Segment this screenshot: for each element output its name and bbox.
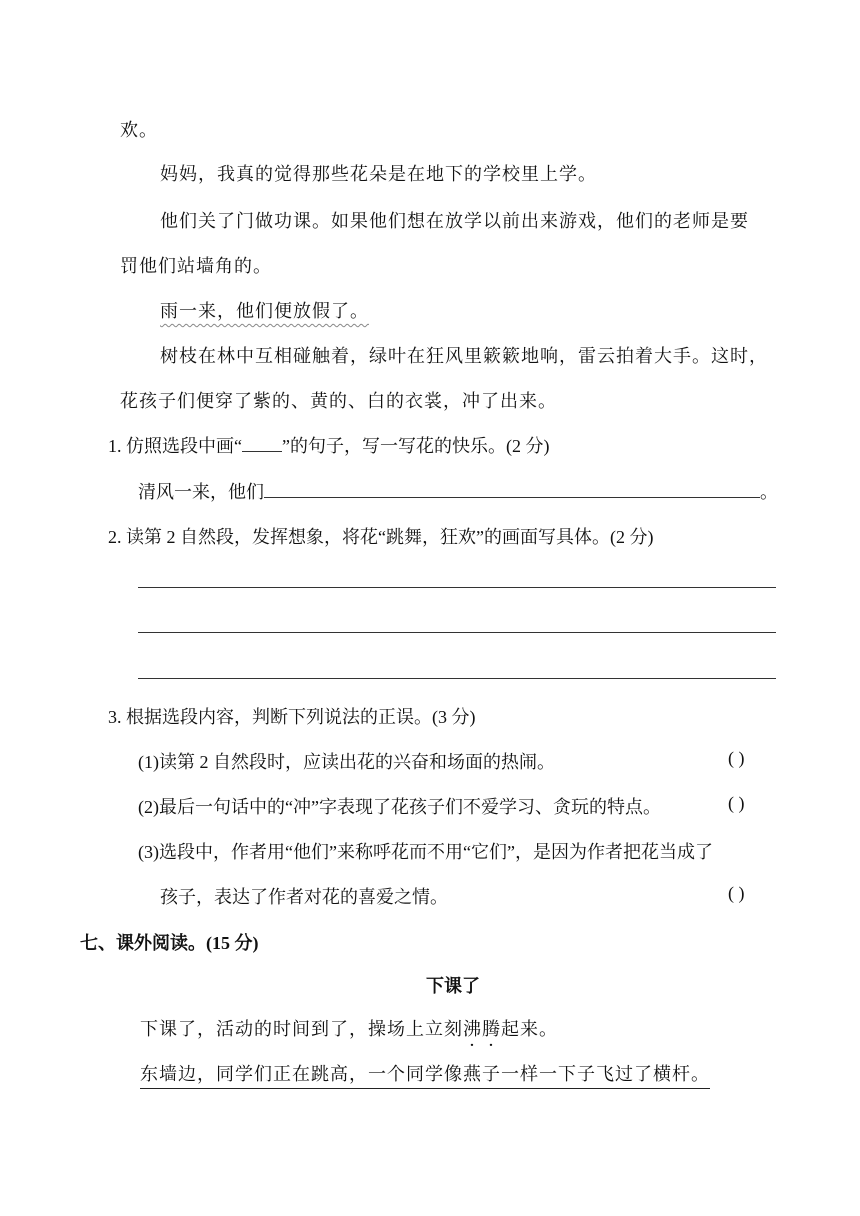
judgment-paren[interactable]: ( ): [728, 883, 745, 903]
question-3: 3. 根据选段内容，判断下列说法的正误。(3 分): [108, 707, 476, 727]
answer-line[interactable]: [138, 678, 776, 679]
question-1: [108, 432, 549, 458]
question-1-prompt-a: 1. 仿照选段中画“: [108, 436, 242, 456]
passage-line: 他们关了门做功课。如果他们想在放学以前出来游戏，他们的老师是要: [160, 211, 749, 232]
passage-wavy-sentence: 雨一来，他们便放假了。: [160, 301, 369, 322]
reading-underlined-line: [140, 1060, 710, 1086]
judgment-item: (1)读第 2 自然段时，应读出花的兴奋和场面的热闹。: [138, 752, 555, 772]
passage-line: 树枝在林中互相碰触着，绿叶在狂风里簌簌地响，雷云拍着大手。这时，: [160, 346, 768, 367]
underlined-sentence: 东墙边，同学们正在跳高，一个同学像燕子一样一下子飞过了横杆。: [140, 1064, 710, 1089]
wavy-blank: [242, 437, 282, 452]
question-1-answer: [138, 478, 778, 504]
passage-line: 妈妈，我真的觉得那些花朵是在地下的学校里上学。: [160, 164, 597, 185]
question-1-prompt-b: ”的句子，写一写花的快乐。(2 分): [282, 436, 550, 456]
judgment-item: (2)最后一句话中的“冲”字表现了花孩子们不爱学习、贪玩的特点。: [138, 797, 661, 817]
reading-title: 下课了: [426, 976, 480, 996]
judgment-paren[interactable]: ( ): [728, 748, 745, 768]
judgment-item-continued: 孩子，表达了作者对花的喜爱之情。: [160, 887, 448, 907]
reading-line-part: 下课了，活动的时间到了，操场上立刻: [140, 1019, 463, 1040]
judgment-item: (3)选段中，作者用“他们”来称呼花而不用“它们”，是因为作者把花当成了: [138, 842, 713, 862]
reading-line-part: 起来。: [501, 1019, 558, 1040]
passage-line: 花孩子们便穿了紫的、黄的、白的衣裳，冲了出来。: [120, 391, 557, 412]
judgment-paren[interactable]: ( ): [728, 793, 745, 813]
answer-prefix: 清风一来，他们: [138, 482, 264, 502]
emphasis-dot-char: 腾: [482, 1019, 501, 1040]
answer-line[interactable]: [138, 587, 776, 588]
answer-line[interactable]: [138, 632, 776, 633]
section-heading: 七、课外阅读。(15 分): [80, 933, 259, 953]
passage-line: 罚他们站墙角的。: [120, 256, 272, 277]
question-2: 2. 读第 2 自然段，发挥想象，将花“跳舞，狂欢”的画面写具体。(2 分): [108, 527, 654, 547]
answer-suffix: 。: [760, 482, 778, 502]
passage-line: 欢。: [120, 120, 158, 141]
reading-line: [140, 1015, 558, 1041]
answer-fill-line[interactable]: [264, 481, 760, 498]
emphasis-dot-char: 沸: [463, 1019, 482, 1040]
